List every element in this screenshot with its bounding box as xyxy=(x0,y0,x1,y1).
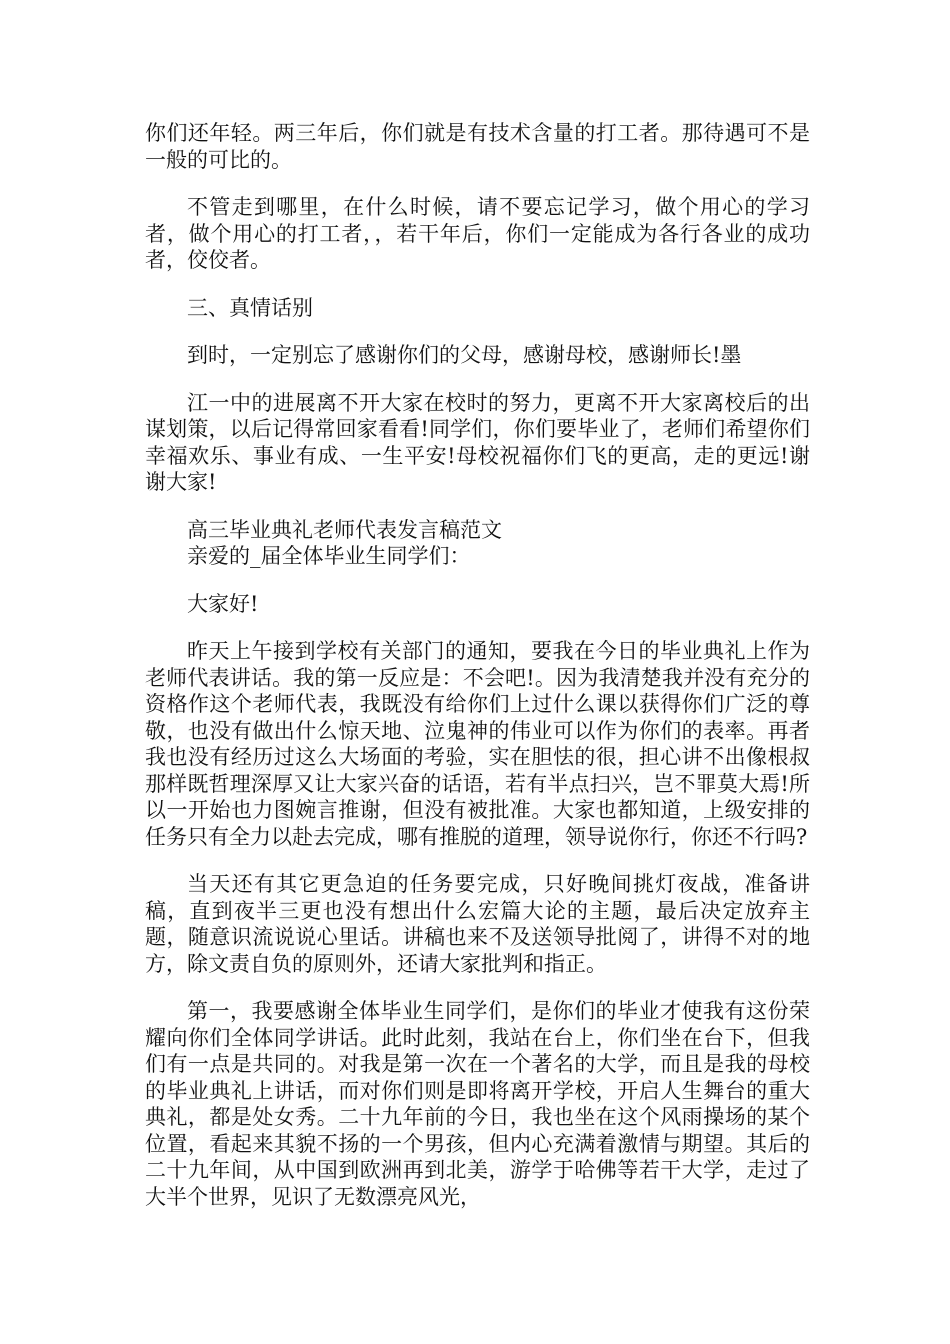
document-page xyxy=(145,120,810,1231)
paragraph-first-point: 第一，我要感谢全体毕业生同学们，是你们的毕业才使我有这份荣耀向你们全体同学讲话。此时此刻，我站在台上，你们坐在台下，但我们有一点是共同的。对我是第一次在一个著名的大学，而且是我的母校的毕业典礼上讲话，而对你们则是即将离开学校，开启人生舞台的重大典礼，都是处女秀。二十九年前的今日，我也坐在这个风雨操场的某个位置，看起来其貌不扬的一个男孩，但内心充满着激情与期望。其后的二十九年间，从中国到欧洲再到北美，游学于哈佛等若干大学，走过了大半个世界，见识了无数漂亮风光， xyxy=(145,999,810,1209)
paragraph-school-progress: 江一中的进展离不开大家在校时的努力，更离不开大家离校后的出谋划策，以后记得常回家看看!同学们，你们要毕业了，老师们希望你们幸福欢乐、事业有成、一生平安!母校祝福你们飞的更高，走的更远!谢谢大家! xyxy=(145,390,810,494)
section-heading-farewell: 三、真情话别 xyxy=(187,295,313,320)
salutation: 亲爱的_届全体毕业生同学们： xyxy=(187,544,471,568)
greeting: 大家好! xyxy=(187,591,259,616)
paragraph-keep-learning: 不管走到哪里，在什么时候，请不要忘记学习，做个用心的学习者，做个用心的打工者，，若干年后，你们一定能成为各行各业的成功者，佼佼者。 xyxy=(145,195,810,272)
paragraph-notice: 昨天上午接到学校有关部门的通知，要我在今日的毕业典礼上作为老师代表讲话。我的第一反应是：不会吧!。因为我清楚我并没有充分的资格作这个老师代表，我既没有给你们上过什么课以获得你们广泛的尊敬，也没有做出什么惊天地、泣鬼神的伟业可以作为你们的表率。再者我也没有经历过这么大场面的考验，实在胆怯的很，担心讲不出像根叔那样既哲理深厚又让大家兴奋的话语，若有半点扫兴，岂不罪莫大焉!所以一开始也力图婉言推谢，但没有被批准。大家也都知道，上级安排的任务只有全力以赴去完成，哪有推脱的道理，领导说你行，你还不行吗? xyxy=(145,639,810,849)
paragraph-preparation: 当天还有其它更急迫的任务要完成，只好晚间挑灯夜战，准备讲稿，直到夜半三更也没有想出什么宏篇大论的主题，最后决定放弃主题，随意识流说说心里话。讲稿也来不及送领导批阅了，讲得不对的地方，除文责自负的原则外，还请大家批判和指正。 xyxy=(145,872,810,976)
paragraph-thanks: 到时，一定别忘了感谢你们的父母，感谢母校，感谢师长!墨 xyxy=(187,343,742,367)
document-title: 高三毕业典礼老师代表发言稿范文 xyxy=(187,517,502,542)
paragraph-continued: 你们还年轻。两三年后，你们就是有技术含量的打工者。那待遇可不是一般的可比的。 xyxy=(145,121,810,172)
